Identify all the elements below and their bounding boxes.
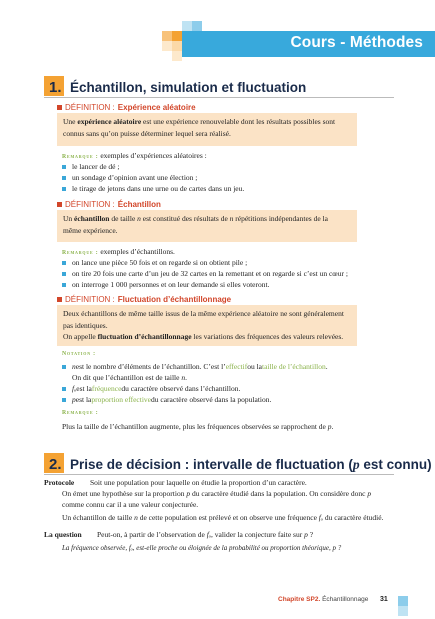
list-item: le lancer de dé ; bbox=[62, 161, 119, 173]
definition-box: Un échantillon de taille n est constitué des résultats de n répétitions indépendantes de la même expérience. bbox=[57, 210, 357, 242]
question-italic: La fréquence observée, fₒ, est-elle proche ou éloignée de la probabilité ou proportion théorique, p ? bbox=[62, 544, 342, 552]
square-bullet-icon bbox=[62, 176, 66, 180]
definition-heading bbox=[57, 200, 161, 209]
protocole-label: Protocole bbox=[44, 478, 75, 487]
definition-box: Deux échantillons de même taille issus de la même expérience aléatoire ne sont généralement pas identiques. On appelle fluctuation d’échantillonnage les variations des fréquences des valeurs relevées. bbox=[57, 305, 357, 346]
definition-keyword: Échantillon bbox=[117, 200, 161, 209]
square-bullet-icon bbox=[62, 165, 66, 169]
list-item: n est le nombre d’éléments de l’échantillon. C’est l’ effectif ou la taille de l’échantillon . bbox=[62, 361, 328, 373]
remark-block: Remarque : exemples d’expériences aléatoires : bbox=[62, 151, 207, 160]
square-bullet-icon bbox=[62, 283, 66, 287]
remark-block: Remarque : exemples d’échantillons. bbox=[62, 247, 175, 256]
section-title: Prise de décision : intervalle de fluctuation (p est connu) bbox=[70, 457, 432, 472]
notation-continuation: On dit que l’échantillon est de taille n. bbox=[72, 373, 187, 382]
list-item: on interroge 1 000 personnes et on leur demande si elles voteront. bbox=[62, 279, 269, 291]
square-bullet-icon bbox=[62, 398, 66, 402]
section-title: Échantillon, simulation et fluctuation bbox=[70, 80, 307, 95]
list-item: fₒ est la fréquence du caractère observé dans l’échantillon. bbox=[62, 383, 240, 395]
list-item: on lance une pièce 50 fois et on regarde si on obtient pile ; bbox=[62, 257, 247, 269]
remark-text: Plus la taille de l’échantillon augmente, plus les fréquences observées se rapprochent de p. bbox=[62, 422, 334, 431]
remark-label: Remarque : bbox=[62, 250, 99, 256]
header-decor-square bbox=[162, 41, 172, 51]
list-item: on tire 20 fois une carte d’un jeu de 32 cartes en la remettant et on regarde si c’est un cœur ; bbox=[62, 268, 348, 280]
section-underline bbox=[44, 97, 394, 98]
square-bullet-icon bbox=[57, 202, 62, 207]
notation-label: Notation : bbox=[62, 351, 96, 357]
square-bullet-icon bbox=[62, 187, 66, 191]
header-decor-square bbox=[192, 21, 202, 31]
list-item: p est la proportion effective du caractère observé dans la population. bbox=[62, 394, 271, 406]
protocole-text: Soit une population pour laquelle on étudie la proportion d’un caractère. bbox=[90, 478, 307, 487]
section-number: 1. bbox=[49, 79, 62, 96]
page-title: Cours - Méthodes bbox=[290, 34, 423, 51]
definition-term: expérience aléatoire bbox=[77, 117, 142, 126]
header-decor-square bbox=[162, 31, 172, 41]
square-bullet-icon bbox=[62, 365, 66, 369]
definition-label: DÉFINITION : bbox=[65, 295, 115, 304]
header-decor-square bbox=[172, 31, 182, 41]
footer-decor-square bbox=[398, 596, 408, 606]
list-item: le tirage de jetons dans une urne ou de cartes dans un jeu. bbox=[62, 183, 244, 195]
square-bullet-icon bbox=[57, 297, 62, 302]
square-bullet-icon bbox=[62, 261, 66, 265]
page-number: 31 bbox=[380, 596, 388, 603]
definition-label: DÉFINITION : bbox=[65, 200, 115, 209]
question-label: La question bbox=[44, 530, 82, 539]
protocole-text: comme connu car il a une valeur conjecturée. bbox=[62, 500, 199, 509]
section-underline bbox=[44, 474, 394, 475]
square-bullet-icon bbox=[62, 272, 66, 276]
footer-decor-square bbox=[398, 606, 408, 616]
definition-box: Une expérience aléatoire est une expérience renouvelable dont les résultats possibles sont connus sans qu’on puisse déterminer lequel sera réalisé. bbox=[57, 113, 357, 146]
header-decor-square bbox=[172, 41, 182, 51]
definition-heading bbox=[57, 103, 196, 112]
header-decor-square bbox=[182, 21, 192, 31]
footer-chapter: Chapitre SP2. Échantillonnage bbox=[278, 596, 369, 603]
question-text: Peut-on, à partir de l’observation de fₒ, valider la conjecture faite sur p ? bbox=[97, 530, 314, 539]
square-bullet-icon bbox=[57, 105, 62, 110]
definition-keyword: Fluctuation d’échantillonnage bbox=[117, 295, 232, 304]
remark-label: Remarque : bbox=[62, 410, 99, 416]
protocole-text: On émet une hypothèse sur la proportion p du caractère étudié dans la population. On considère donc p bbox=[62, 489, 372, 498]
list-item: un sondage d’opinion avant une élection ; bbox=[62, 172, 197, 184]
definition-keyword: Expérience aléatoire bbox=[117, 103, 196, 112]
header-decor-square bbox=[172, 51, 182, 61]
section-number: 2. bbox=[49, 456, 62, 473]
remark-label: Remarque : bbox=[62, 154, 99, 160]
definition-heading bbox=[57, 295, 231, 304]
protocole-text: Un échantillon de taille n de cette population est prélevé et on observe une fréquence fₒ du caractère étudié. bbox=[62, 513, 384, 522]
definition-label: DÉFINITION : bbox=[65, 103, 115, 112]
square-bullet-icon bbox=[62, 387, 66, 391]
